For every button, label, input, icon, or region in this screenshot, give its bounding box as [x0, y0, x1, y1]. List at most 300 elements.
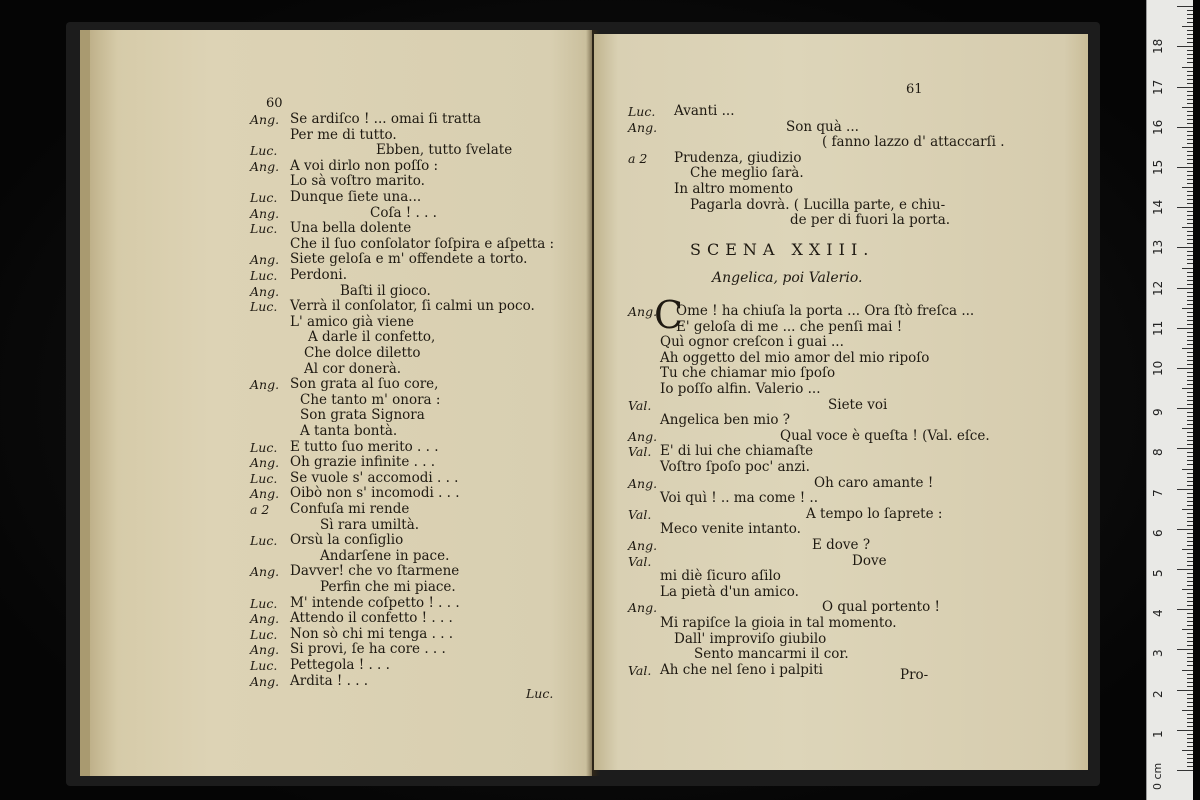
ruler-tick — [1187, 235, 1193, 236]
ruler-number: 12 — [1151, 280, 1165, 296]
catchword: Luc. — [526, 686, 554, 701]
ruler-tick — [1182, 710, 1193, 711]
ruler-tick — [1187, 726, 1193, 727]
speaker-label: Luc. — [250, 439, 278, 455]
text-line: Se vuole s' accomodi . . . — [290, 469, 459, 486]
left-page — [80, 30, 592, 776]
text-line: Si provi, ſe ha core . . . — [290, 641, 446, 658]
speaker-label: Luc. — [250, 268, 278, 283]
ruler-tick — [1177, 489, 1193, 490]
ruler-number: 10 — [1151, 360, 1165, 376]
text-line: Prudenza, giudizio — [674, 149, 802, 166]
ruler-tick — [1187, 312, 1193, 313]
ruler-tick — [1187, 54, 1193, 55]
ruler-tick — [1187, 497, 1193, 498]
speaker-label: Luc. — [250, 626, 278, 642]
ruler-tick — [1187, 493, 1193, 494]
ruler-tick — [1187, 115, 1193, 116]
ruler-tick — [1187, 477, 1193, 478]
text-line: Ome ! ha chiuſa la porta ... Ora ſtò freſca ... — [676, 303, 975, 319]
ruler-tick — [1177, 770, 1193, 771]
ruler-tick — [1187, 742, 1193, 743]
ruler-tick — [1187, 143, 1193, 144]
speaker-label: Ang. — [250, 205, 280, 221]
drop-cap: C — [654, 293, 684, 337]
speaker-label: Luc. — [250, 143, 278, 159]
text-line: Che meglio ſarà. — [690, 165, 804, 182]
text-line: Ebben, tutto ſvelate — [376, 142, 513, 159]
ruler-tick — [1187, 521, 1193, 522]
speaker-label: Val. — [628, 662, 652, 678]
ruler-tick — [1187, 18, 1193, 19]
text-line: Per me di tutto. — [290, 126, 397, 143]
ruler-tick — [1187, 356, 1193, 357]
ruler-tick — [1187, 280, 1193, 281]
ruler-number: 16 — [1151, 119, 1165, 135]
ruler-tick — [1187, 565, 1193, 566]
ruler-tick — [1187, 432, 1193, 433]
speaker-label: Ang. — [628, 475, 658, 491]
text-line: In altro momento — [674, 181, 793, 197]
ruler-tick — [1187, 553, 1193, 554]
text-line: Verrà il conſolator, ſi calmi un poco. — [290, 298, 535, 315]
speaker-label: Ang. — [628, 428, 658, 444]
text-line: E tutto ſuo merito . . . — [290, 438, 439, 455]
ruler-tick — [1187, 561, 1193, 562]
ruler-tick — [1187, 464, 1193, 465]
ruler-tick — [1187, 661, 1193, 662]
speaker-label: Ang. — [250, 158, 280, 174]
ruler-tick — [1182, 268, 1193, 269]
ruler-tick — [1187, 657, 1193, 658]
speaker-label: a 2 — [250, 502, 270, 517]
ruler-tick — [1187, 263, 1193, 264]
ruler-tick — [1187, 191, 1193, 192]
ruler-tick — [1187, 175, 1193, 176]
speaker-label: a 2 — [628, 150, 648, 166]
ruler-tick — [1177, 730, 1193, 731]
ruler-tick — [1187, 722, 1193, 723]
speaker-label: Ang. — [628, 600, 658, 616]
text-line: Al cor donerà. — [304, 360, 402, 377]
text-line: Quì ognor creſcon i guai ... — [660, 334, 844, 351]
ruler-tick — [1187, 111, 1193, 112]
ruler-tick — [1187, 215, 1193, 216]
text-line: Che tanto m' onora : — [300, 391, 441, 408]
ruler-tick — [1187, 203, 1193, 204]
speaker-label: Ang. — [250, 642, 280, 658]
ruler-tick — [1187, 625, 1193, 626]
ruler-tick — [1187, 501, 1193, 502]
ruler-number: 1 — [1151, 730, 1165, 738]
text-line: Meco venite intanto. — [660, 521, 801, 538]
text-line: E' di lui che chiamaſte — [660, 443, 814, 460]
ruler-tick — [1187, 637, 1193, 638]
ruler-tick — [1187, 577, 1193, 578]
text-line: Siete geloſa e m' offendete a torto. — [290, 251, 528, 268]
ruler-tick — [1187, 621, 1193, 622]
ruler-tick — [1182, 227, 1193, 228]
ruler-tick — [1187, 665, 1193, 666]
ruler-tick — [1187, 517, 1193, 518]
speaker-label: Ang. — [628, 119, 658, 135]
speaker-label: Ang. — [250, 455, 280, 471]
ruler-tick — [1187, 581, 1193, 582]
ruler-tick — [1187, 364, 1193, 365]
ruler-tick — [1187, 22, 1193, 23]
ruler-tick — [1187, 440, 1193, 441]
text-line: Io poſſo alfin. Valerio ... — [660, 381, 821, 397]
ruler-tick — [1187, 300, 1193, 301]
ruler-tick — [1177, 408, 1193, 409]
ruler-tick — [1187, 416, 1193, 417]
ruler-tick — [1177, 569, 1193, 570]
text-line: Ah oggetto del mio amor del mio ripoſo — [660, 349, 930, 366]
text-line: Dove — [852, 552, 887, 569]
ruler-tick — [1182, 670, 1193, 671]
text-line: Son grata al ſuo core, — [290, 376, 439, 393]
speaker-label: Luc. — [250, 221, 278, 237]
catchword: Pro- — [900, 667, 929, 683]
ruler-number: 11 — [1151, 320, 1165, 336]
ruler-tick — [1177, 87, 1193, 88]
ruler-tick — [1187, 541, 1193, 542]
ruler-number: 18 — [1151, 39, 1165, 55]
ruler-tick — [1187, 324, 1193, 325]
text-line: A tempo lo ſaprete : — [806, 505, 943, 522]
ruler-number: 15 — [1151, 159, 1165, 175]
ruler-tick — [1177, 247, 1193, 248]
ruler-tick — [1187, 573, 1193, 574]
text-line: mi diè ſicuro aſilo — [660, 568, 781, 585]
ruler-tick — [1187, 340, 1193, 341]
text-line: La pietà d'un amico. — [660, 583, 799, 600]
ruler-tick — [1187, 762, 1193, 763]
text-line: ( fanno lazzo d' attaccarſi . — [822, 134, 1005, 151]
ruler-tick — [1187, 243, 1193, 244]
ruler-tick — [1187, 50, 1193, 51]
ruler-tick — [1187, 746, 1193, 747]
text-line: Dall' improviſo giubilo — [674, 630, 827, 647]
speaker-label: Ang. — [628, 304, 658, 319]
ruler-tick — [1187, 151, 1193, 152]
text-line: Oibò non s' incomodi . . . — [290, 485, 460, 502]
ruler-tick — [1177, 368, 1193, 369]
ruler-tick — [1187, 159, 1193, 160]
ruler-tick — [1187, 718, 1193, 719]
ruler-tick — [1187, 139, 1193, 140]
speaker-label: Val. — [628, 553, 652, 569]
ruler-tick — [1187, 95, 1193, 96]
ruler-tick — [1187, 42, 1193, 43]
ruler-tick — [1187, 376, 1193, 377]
text-line: Una bella dolente — [290, 220, 412, 237]
ruler-tick — [1182, 187, 1193, 188]
ruler-number: 3 — [1151, 649, 1165, 658]
text-line: A darle il confetto, — [308, 329, 436, 346]
ruler-tick — [1187, 738, 1193, 739]
ruler-tick — [1187, 460, 1193, 461]
speaker-label: Luc. — [250, 658, 278, 673]
ruler-tick — [1187, 686, 1193, 687]
ruler-tick — [1187, 678, 1193, 679]
text-line: Sì rara umiltà. — [320, 516, 420, 533]
speaker-label: Val. — [628, 506, 652, 522]
text-line: Perfin che mi piace. — [320, 579, 456, 595]
ruler-tick — [1187, 537, 1193, 538]
text-line: Pettegola ! . . . — [290, 657, 390, 673]
ruler-tick — [1187, 605, 1193, 606]
ruler-unit: 0 cm — [1151, 762, 1164, 790]
text-line: Lo sà voſtro marito. — [290, 173, 425, 190]
ruler-tick — [1187, 91, 1193, 92]
text-line: Avanti ... — [674, 103, 735, 119]
ruler-tick — [1177, 649, 1193, 650]
ruler-tick — [1187, 83, 1193, 84]
page-number: 61 — [906, 82, 923, 97]
text-line: A voi dirlo non poſſo : — [290, 157, 439, 174]
speaker-label: Luc. — [250, 299, 278, 315]
text-line: Confuſa mi rende — [290, 501, 410, 517]
text-line: Coſa ! . . . — [370, 204, 437, 221]
text-line: A tanta bontà. — [300, 423, 398, 439]
ruler-tick — [1187, 525, 1193, 526]
text-line: Attendo il confetto ! . . . — [290, 610, 453, 627]
ruler-tick — [1187, 400, 1193, 401]
ruler-tick — [1182, 147, 1193, 148]
ruler-number: 9 — [1151, 408, 1165, 417]
ruler-tick — [1187, 641, 1193, 642]
ruler-tick — [1187, 505, 1193, 506]
ruler-tick — [1177, 448, 1193, 449]
ruler-tick — [1187, 452, 1193, 453]
text-line: Oh grazie infinite . . . — [290, 454, 436, 471]
ruler-tick — [1187, 30, 1193, 31]
ruler-tick — [1187, 597, 1193, 598]
text-line: Voſtro ſpoſo poc' anzi. — [660, 459, 810, 475]
ruler-tick — [1187, 344, 1193, 345]
ruler-tick — [1187, 380, 1193, 381]
ruler-tick — [1187, 585, 1193, 586]
ruler-tick — [1187, 392, 1193, 393]
ruler-number: 17 — [1151, 79, 1165, 95]
ruler-tick — [1187, 653, 1193, 654]
ruler-tick — [1177, 207, 1193, 208]
ruler-tick — [1182, 308, 1193, 309]
ruler-number: 6 — [1151, 529, 1165, 537]
text-line: Angelica ben mio ? — [660, 412, 791, 429]
text-line: Mi rapiſce la gioia in tal momento. — [660, 615, 897, 631]
ruler-tick — [1187, 533, 1193, 534]
text-line: M' intende coſpetto ! . . . — [290, 594, 460, 611]
ruler-number: 14 — [1151, 199, 1165, 216]
ruler-tick — [1182, 67, 1193, 68]
speaker-label: Luc. — [250, 533, 278, 549]
speaker-label: Ang. — [250, 673, 280, 689]
ruler-number: 13 — [1151, 240, 1165, 256]
ruler-tick — [1187, 79, 1193, 80]
ruler-tick — [1187, 436, 1193, 437]
text-line: Ah che nel ſeno i palpiti — [660, 661, 823, 678]
ruler-tick — [1187, 734, 1193, 735]
speaker-label: Ang. — [250, 564, 280, 580]
ruler-tick — [1187, 251, 1193, 252]
ruler-tick — [1187, 758, 1193, 759]
ruler-tick — [1187, 545, 1193, 546]
ruler-tick — [1187, 396, 1193, 397]
ruler-number: 5 — [1151, 569, 1165, 577]
text-line: Pagarla dovrà. ( Lucilla parte, e chiu- — [690, 196, 946, 213]
text-line: Davver! che vo ſtarmene — [290, 563, 460, 580]
text-line: O qual portento ! — [822, 599, 940, 616]
ruler-tick — [1187, 123, 1193, 124]
ruler-tick — [1187, 231, 1193, 232]
ruler-tick — [1187, 412, 1193, 413]
text-line: E dove ? — [812, 537, 871, 553]
ruler-tick — [1177, 46, 1193, 47]
ruler-tick — [1187, 557, 1193, 558]
ruler-tick — [1187, 698, 1193, 699]
text-line: Che il ſuo conſolator ſoſpira e aſpetta : — [290, 235, 555, 252]
scene-characters: Angelica, poi Valerio. — [712, 270, 863, 286]
ruler-tick — [1187, 62, 1193, 63]
ruler-tick — [1187, 223, 1193, 224]
ruler-tick — [1187, 336, 1193, 337]
ruler-tick — [1187, 103, 1193, 104]
ruler-tick — [1187, 304, 1193, 305]
ruler-tick — [1187, 617, 1193, 618]
speaker-label: Ang. — [250, 611, 280, 627]
ruler-tick — [1187, 420, 1193, 421]
text-line: Son quà ... — [786, 118, 859, 135]
text-line: de per di fuori la porta. — [790, 212, 951, 229]
ruler-tick — [1187, 135, 1193, 136]
ruler-tick — [1187, 199, 1193, 200]
ruler-tick — [1187, 766, 1193, 767]
ruler-tick — [1187, 456, 1193, 457]
speaker-label: Val. — [628, 397, 652, 413]
ruler-tick — [1187, 171, 1193, 172]
ruler-tick — [1187, 444, 1193, 445]
ruler-tick — [1182, 469, 1193, 470]
ruler-tick — [1182, 388, 1193, 389]
ruler-tick — [1187, 255, 1193, 256]
ruler-tick — [1182, 629, 1193, 630]
ruler-tick — [1187, 372, 1193, 373]
ruler-tick — [1187, 119, 1193, 120]
ruler-tick — [1177, 690, 1193, 691]
measurement-ruler — [1146, 0, 1193, 800]
ruler-tick — [1182, 428, 1193, 429]
ruler-tick — [1187, 601, 1193, 602]
text-line: L' amico già viene — [290, 313, 415, 330]
ruler-number: 2 — [1151, 689, 1165, 698]
ruler-tick — [1187, 613, 1193, 614]
text-line: Orsù la conſiglio — [290, 532, 404, 549]
ruler-tick — [1182, 549, 1193, 550]
speaker-label: Luc. — [628, 104, 656, 119]
speaker-label: Val. — [628, 444, 652, 460]
text-line: Sento mancarmi il cor. — [694, 646, 849, 663]
ruler-tick — [1177, 609, 1193, 610]
ruler-tick — [1187, 352, 1193, 353]
ruler-tick — [1187, 34, 1193, 35]
ruler-tick — [1187, 14, 1193, 15]
speaker-label: Ang. — [250, 377, 280, 393]
ruler-tick — [1187, 183, 1193, 184]
ruler-tick — [1187, 195, 1193, 196]
text-line: E' geloſa di me ... che penſi mai ! — [676, 318, 903, 335]
ruler-tick — [1187, 706, 1193, 707]
ruler-tick — [1187, 702, 1193, 703]
ruler-tick — [1187, 99, 1193, 100]
ruler-number: 4 — [1151, 609, 1165, 618]
ruler-tick — [1187, 296, 1193, 297]
speaker-label: Luc. — [250, 595, 278, 611]
speaker-label: Ang. — [250, 283, 280, 299]
ruler-tick — [1187, 239, 1193, 240]
ruler-tick — [1187, 714, 1193, 715]
speaker-label: Ang. — [250, 112, 280, 127]
ruler-tick — [1187, 259, 1193, 260]
ruler-tick — [1177, 529, 1193, 530]
text-line: Son grata Signora — [300, 407, 425, 424]
speaker-label: Luc. — [250, 190, 278, 205]
ruler-tick — [1187, 131, 1193, 132]
ruler-tick — [1187, 316, 1193, 317]
page-number: 60 — [266, 96, 283, 111]
ruler-tick — [1182, 107, 1193, 108]
ruler-tick — [1177, 167, 1193, 168]
ruler-tick — [1187, 320, 1193, 321]
ruler-tick — [1187, 674, 1193, 675]
text-line: Tu che chiamar mio ſpoſo — [660, 365, 836, 382]
ruler-tick — [1187, 481, 1193, 482]
text-line: Voi quì ! .. ma come ! .. — [660, 490, 818, 507]
speaker-label: Luc. — [250, 470, 278, 486]
ruler-number: 8 — [1151, 448, 1165, 457]
ruler-tick — [1187, 682, 1193, 683]
ruler-tick — [1187, 179, 1193, 180]
ruler-tick — [1187, 292, 1193, 293]
ruler-tick — [1187, 163, 1193, 164]
ruler-tick — [1187, 10, 1193, 11]
ruler-tick — [1187, 211, 1193, 212]
ruler-tick — [1177, 127, 1193, 128]
ruler-tick — [1182, 26, 1193, 27]
ruler-tick — [1187, 645, 1193, 646]
ruler-number: 7 — [1151, 488, 1165, 497]
ruler-tick — [1187, 71, 1193, 72]
ruler-tick — [1187, 276, 1193, 277]
ruler-tick — [1187, 272, 1193, 273]
ruler-tick — [1182, 348, 1193, 349]
text-line: Se ardiſco ! ... omai ſi tratta — [290, 111, 481, 127]
ruler-tick — [1187, 424, 1193, 425]
text-line: Ardita ! . . . — [290, 672, 369, 689]
ruler-tick — [1177, 288, 1193, 289]
scene-heading: SCENA XXIII. — [690, 240, 875, 259]
ruler-tick — [1177, 328, 1193, 329]
text-line: Baſti il gioco. — [340, 282, 431, 299]
ruler-tick — [1187, 38, 1193, 39]
ruler-tick — [1182, 589, 1193, 590]
speaker-label: Ang. — [628, 538, 658, 553]
ruler-tick — [1187, 284, 1193, 285]
ruler-tick — [1177, 6, 1193, 7]
text-line: Perdoni. — [290, 267, 347, 283]
text-line: Siete voi — [828, 396, 888, 413]
